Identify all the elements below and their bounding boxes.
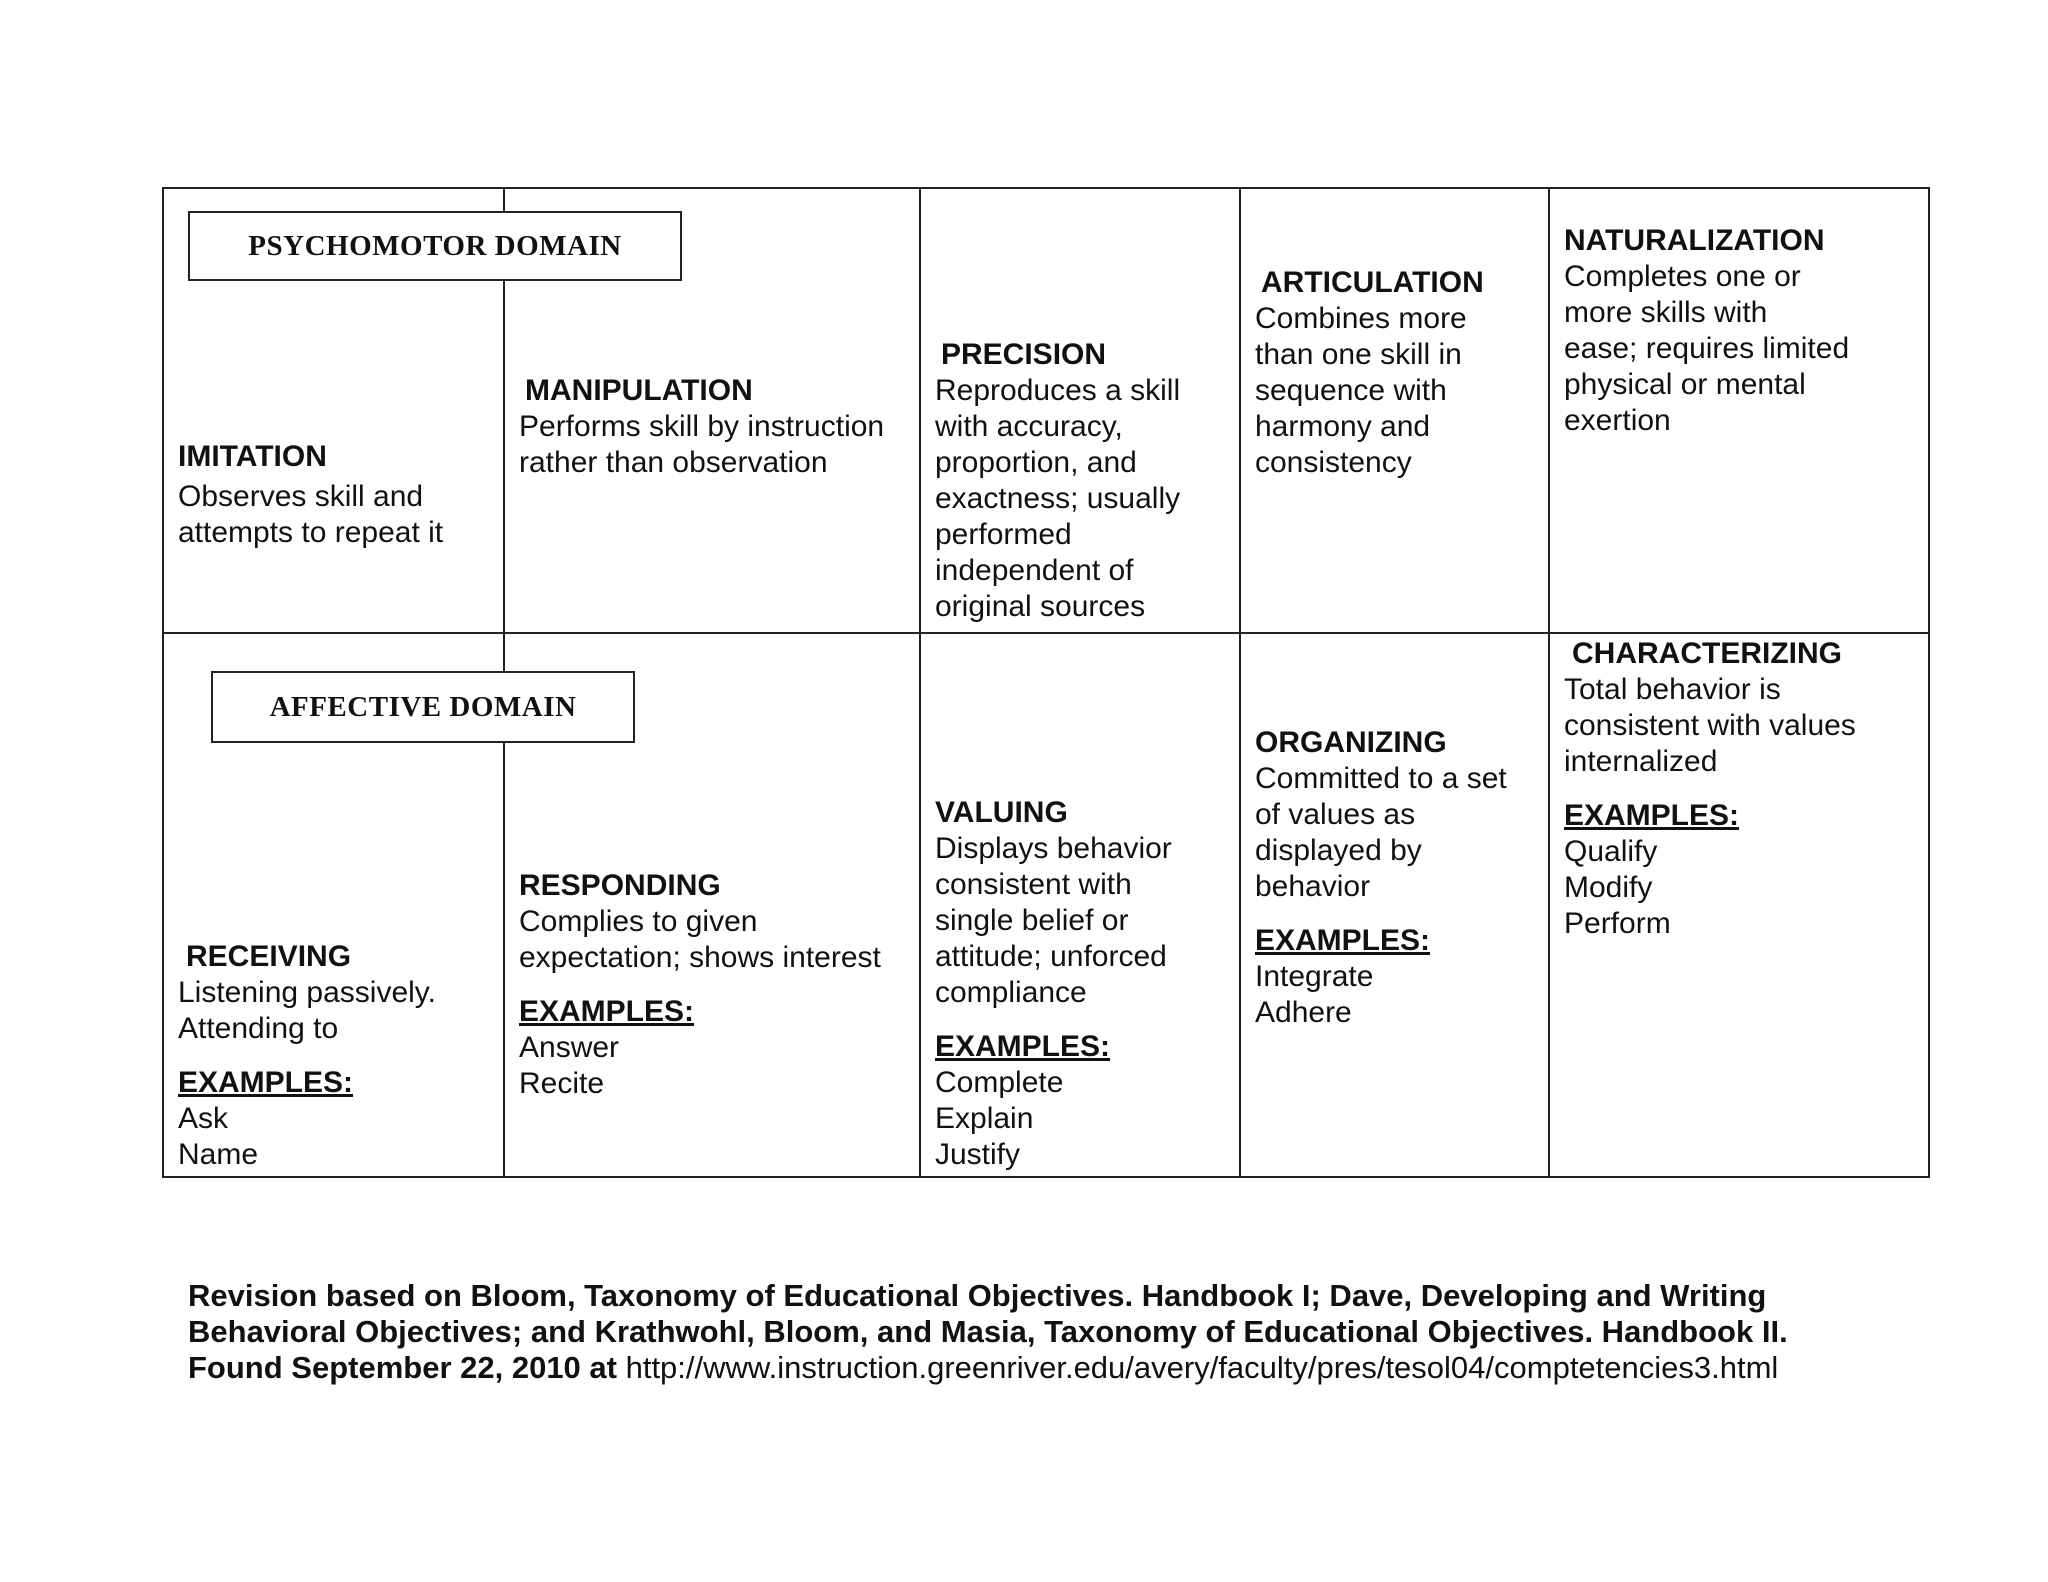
affective-cell-characterizing <box>1564 636 1924 956</box>
affective-cell-valuing <box>935 634 1235 1173</box>
level-name: MANIPULATION <box>525 374 753 407</box>
citation-url: http://www.instruction.greenriver.edu/avery/faculty/pres/tesol04/comptetencies3.html <box>625 1350 1779 1385</box>
level-description: Observes skill and attempts to repeat it <box>178 480 444 549</box>
level-description: Complies to given expectation; shows interest <box>519 905 881 974</box>
level-name: VALUING <box>935 796 1068 829</box>
level-name: RESPONDING <box>519 869 721 902</box>
level-name: CHARACTERIZING <box>1572 637 1842 670</box>
examples-list: Integrate Adhere <box>1255 960 1374 1029</box>
citation-found-date: Found September 22, 2010 at <box>188 1350 626 1385</box>
level-description: Displays behavior consistent with single belief or attitude; unforced compliance <box>935 832 1172 1009</box>
affective-cell-organizing <box>1255 634 1545 1031</box>
psychomotor-cell-precision <box>935 189 1235 625</box>
examples-list: Complete Explain Justify <box>935 1066 1064 1171</box>
column-divider <box>1548 189 1550 1176</box>
examples-label: EXAMPLES: <box>178 1066 354 1099</box>
bloom-taxonomy-table <box>162 187 1930 1178</box>
level-name: IMITATION <box>178 440 327 473</box>
level-name: ARTICULATION <box>1261 266 1484 299</box>
level-description: Combines more than one skill in sequence with harmony and consistency <box>1255 302 1467 479</box>
level-description: Total behavior is consistent with values internalized <box>1564 673 1856 778</box>
examples-list: Ask Name <box>178 1102 259 1171</box>
examples-label: EXAMPLES: <box>519 995 695 1028</box>
citation-line-1: Revision based on Bloom, Taxonomy of Educational Objectives. Handbook I; Dave, Developing and Writing <box>188 1278 1767 1313</box>
level-name: RECEIVING <box>186 940 352 973</box>
psychomotor-cell-naturalization <box>1564 223 1924 523</box>
level-name: NATURALIZATION <box>1564 224 1825 257</box>
level-description: Committed to a set of values as displayed by behavior <box>1255 762 1507 903</box>
psychomotor-domain-label: PSYCHOMOTOR DOMAIN <box>188 211 682 281</box>
column-divider <box>919 189 921 1176</box>
source-citation <box>188 1278 1948 1386</box>
column-divider <box>1239 189 1241 1176</box>
examples-label: EXAMPLES: <box>935 1030 1111 1063</box>
citation-line-3 <box>188 1350 1948 1386</box>
level-name: PRECISION <box>941 338 1107 371</box>
examples-label: EXAMPLES: <box>1564 799 1740 832</box>
psychomotor-cell-articulation <box>1255 189 1545 481</box>
level-description: Listening passively. Attending to <box>178 976 436 1045</box>
examples-label: EXAMPLES: <box>1255 924 1431 957</box>
level-description: Completes one or more skills with ease; requires limited physical or mental exertion <box>1564 260 1850 437</box>
level-description: Reproduces a skill with accuracy, proportion, and exactness; usually performed independent of original sources <box>935 374 1181 623</box>
examples-list: Answer Recite <box>519 1031 620 1100</box>
level-name: ORGANIZING <box>1255 726 1447 759</box>
level-description: Performs skill by instruction rather than observation <box>519 410 885 479</box>
citation-line-2: Behavioral Objectives; and Krathwohl, Bloom, and Masia, Taxonomy of Educational Objectives. Handbook II. <box>188 1314 1788 1349</box>
affective-domain-label: AFFECTIVE DOMAIN <box>211 671 635 743</box>
examples-list: Qualify Modify Perform <box>1564 835 1671 940</box>
